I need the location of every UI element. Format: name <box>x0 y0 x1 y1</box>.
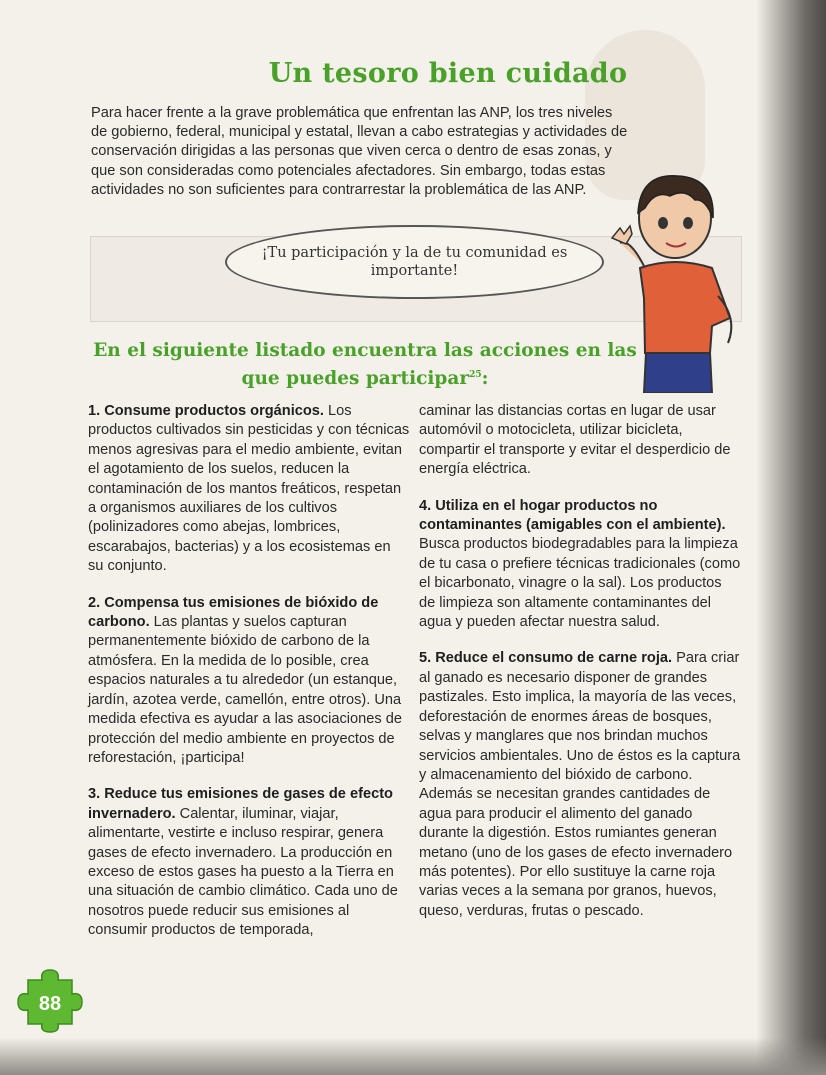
section-subtitle: En el siguiente listado encuentra las acciones en las que puedes participar$^{25}$: <box>93 340 637 390</box>
list-item: 5. Reduce el consumo de carne roja. Para criar al ganado es necesario disponer de grandes pastizales. Esto implica, la mayoría de las veces, deforestación de enormes áreas de bosques, selvas y manglares que nos brindan muchos servicios ambientales. Uno de éstos es la captura y almacenamiento del bióxido de carbono. Además se necesitan grandes cantidades de agua para producir el alimento del ganado durante la digestión. Estos rumiantes generan metano (uno de los gases de efecto invernadero más potentes). Por ello sustituye la carne roja varias veces a la semana por granos, huevos, queso, verduras, frutas o pescado. <box>419 650 741 919</box>
page-edge-shadow <box>756 0 826 1075</box>
list-item: caminar las distancias cortas en lugar de usar automóvil o motocicleta, utilizar bicicleta, compartir el transporte y evitar el desperdicio de energía eléctrica. <box>419 403 731 478</box>
list-item: 4. Utiliza en el hogar productos no contaminantes (amigables con el ambiente). Busca productos biodegradables para la limpieza de tu casa o prefiere técnicas tradicionales (como el bicarbonato, vinagre o la sal). Los productos de limpieza son altamente contaminantes del agua y pueden afectar nuestra salud. <box>419 497 741 631</box>
page-bottom-shadow <box>0 1037 826 1075</box>
intro-paragraph: Para hacer frente a la grave problemática que enfrentan las ANP, los tres niveles de gobierno, federal, municipal y estatal, llevan a cabo estrategias y actividades de conservación dirigidas a las personas que viven cerca o dentro de esas zonas, y que son consideradas como potenciales afectadores. Sin embargo, todas estas actividades no son suficientes para contrarrestar la problemática de las ANP. <box>91 105 628 198</box>
left-column <box>88 402 410 958</box>
right-column <box>419 402 741 938</box>
list-item: 1. Consume productos orgánicos. Los productos cultivados sin pesticidas y con técnicas menos agresivas para el medio ambiente, evitan el agotamiento de los suelos, reducen la contaminación de los mantos freáticos, respetan a organismos auxiliares de los cultivos (polinizadores como abejas, lombrices, escarabajos, bacterias) y a los ecosistemas en su conjunto. <box>88 403 410 575</box>
list-item: 3. Reduce tus emisiones de gases de efecto invernadero. Calentar, iluminar, viajar, alimentarte, vestirte e incluso respirar, genera gases de efecto invernadero. La producción en exceso de estos gases ha puesto a la Tierra en una situación de cambio climático. Cada uno de nosotros puede reducir sus emisiones al consumir productos de temporada, <box>88 786 398 939</box>
speech-bubble-text: ¡Tu participación y la de tu comunidad es importante! <box>261 245 568 279</box>
page-title: Un tesoro bien cuidado <box>268 58 628 89</box>
footnote-reference: 25 <box>469 370 482 380</box>
page-number: 88 <box>38 993 62 1015</box>
puzzle-piece-icon <box>14 966 86 1034</box>
speech-bubble <box>225 225 604 299</box>
list-item: 2. Compensa tus emisiones de bióxido de carbono. Las plantas y suelos capturan permanentemente bióxido de carbono de la atmósfera. En la medida de lo posible, crea espacios naturales a tu alrededor (un estanque, jardín, azotea verde, camellón, entre otros). Una medida efectiva es ayudar a las asociaciones de protección del medio ambiente en proyectos de reforestación, ¡participa! <box>88 594 402 766</box>
